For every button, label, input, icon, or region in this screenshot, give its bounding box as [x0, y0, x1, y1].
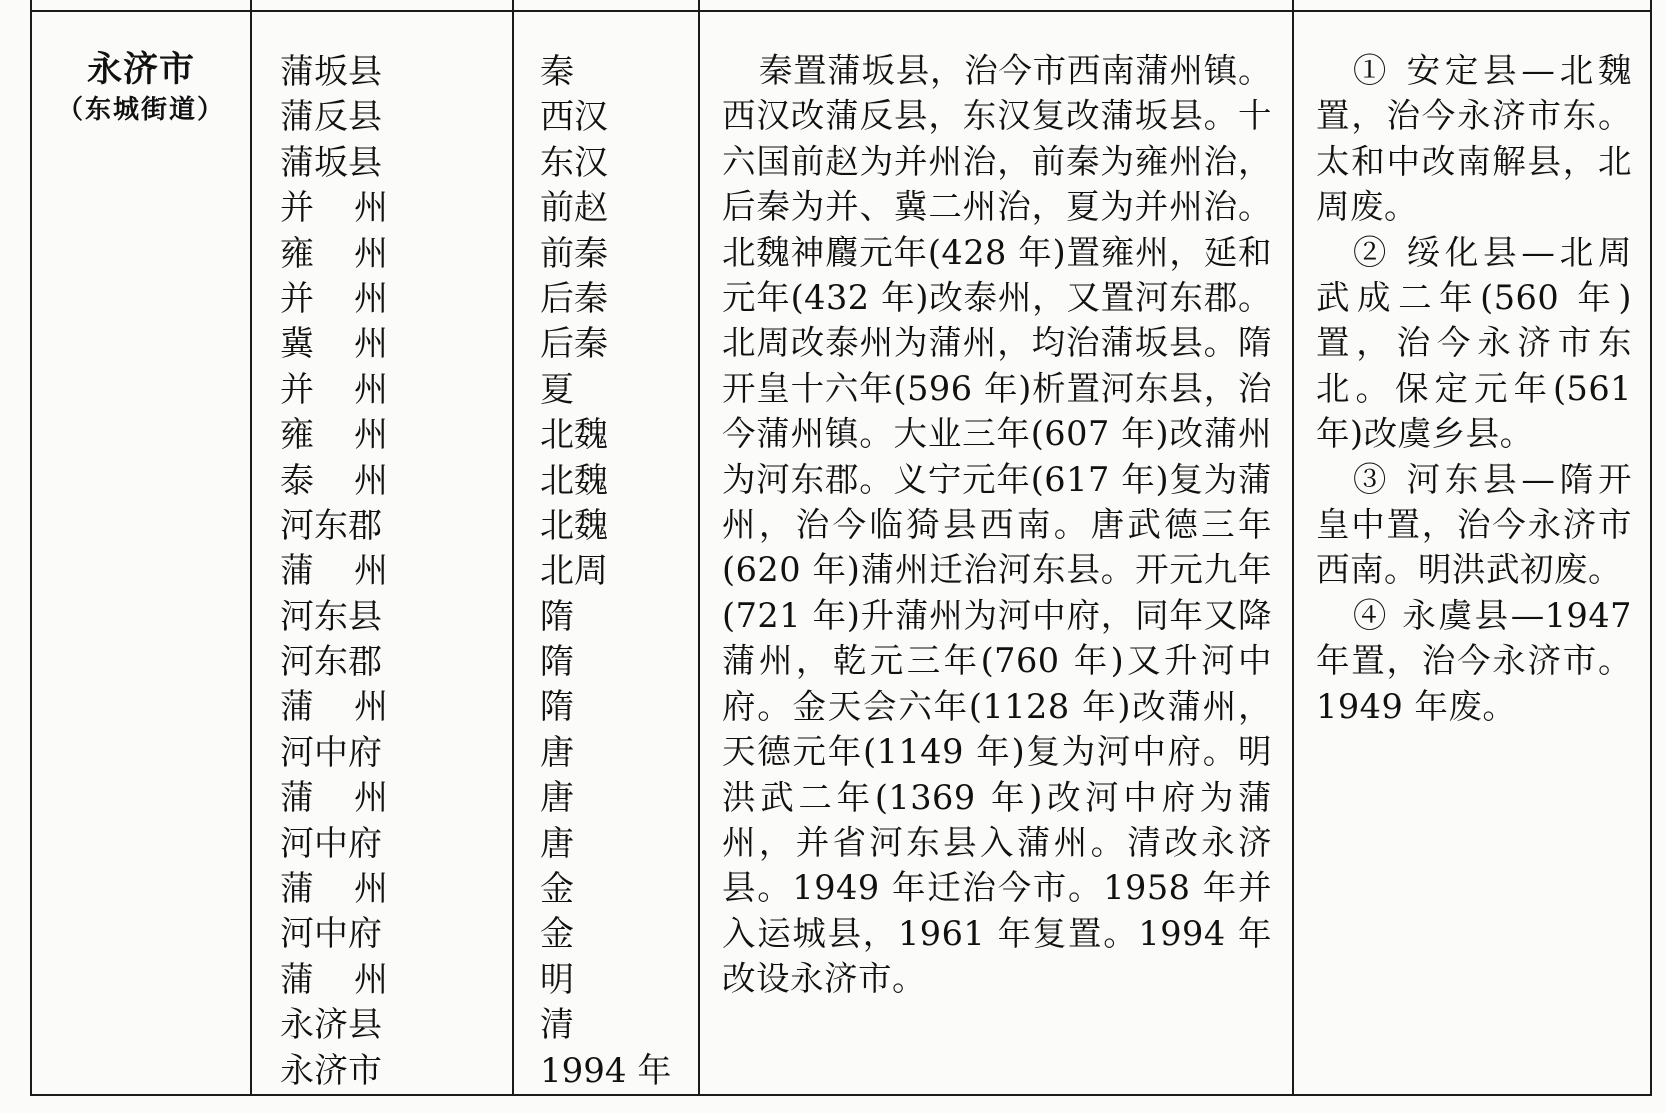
- table-row: [31, 11, 1651, 1095]
- historical-name: 永济市: [280, 1050, 382, 1091]
- historical-name: 河东郡: [280, 642, 382, 683]
- list-item: [280, 912, 512, 957]
- historical-name: 蒲 州: [280, 959, 388, 1000]
- era: 隋: [540, 687, 574, 728]
- historical-name: 河东郡: [280, 505, 382, 546]
- era: 唐: [540, 732, 574, 773]
- note-item: ③ 河东县—隋开皇中置，治今永济市西南。明洪武初废。: [1316, 459, 1632, 590]
- historical-name: 蒲反县: [280, 97, 382, 138]
- historical-name: 并 州: [280, 369, 388, 410]
- era: 北魏: [540, 415, 608, 456]
- note-item: ① 安定县—北魏置，治今永济市东。太和中改南解县，北周废。: [1316, 51, 1632, 227]
- historical-name: 蒲 州: [280, 687, 388, 728]
- list-item: [280, 368, 512, 413]
- list-item: [280, 186, 512, 231]
- list-item: [280, 776, 512, 821]
- historical-names-list: [252, 12, 512, 1094]
- list-item: [280, 549, 512, 594]
- historical-name: 河中府: [280, 914, 382, 955]
- era: 唐: [540, 778, 574, 819]
- era: 隋: [540, 642, 574, 683]
- historical-name: 河中府: [280, 732, 382, 773]
- history-cell: [699, 11, 1293, 1095]
- list-item: [280, 322, 512, 367]
- list-item: [280, 731, 512, 776]
- era: 前秦: [540, 233, 608, 274]
- era: 东汉: [540, 142, 608, 183]
- notes-cell: [1293, 11, 1651, 1095]
- history-text: 秦置蒲坂县，治今市西南蒲州镇。西汉改蒲反县，东汉复改蒲坂县。十六国前赵为并州治，前秦为雍州治，后秦为并、冀二州治，夏为并州治。北魏神麚元年(428 年)置雍州，延和元年(432 年)改泰州，又置河东郡。北周改泰州为蒲州，均治蒲坂县。隋开皇十六年(596 年)析置河东县，治今蒲州镇。大业三年(607 年)改蒲州为河东郡。义宁元年(617 年)复为蒲州，治今临猗县西南。唐武德三年(620 年)蒲州迁治河东县。开元九年(721 年)升蒲州为河中府，同年又降蒲州，乾元三年(760 年)又升河中府。金天会六年(1128 年)改蒲州，天德元年(1149 年)复为河中府。明洪武二年(1369 年)改河中府为蒲州，并省河东县入蒲州。清改永济县。1949 年迁治今市。1958 年并入运城县，1961 年复置。1994 年改设永济市。: [722, 51, 1272, 999]
- historical-name: 蒲 州: [280, 551, 388, 592]
- historical-name: 蒲 州: [280, 778, 388, 819]
- era: 1994 年: [540, 1050, 672, 1091]
- historical-name: 河中府: [280, 823, 382, 864]
- list-item: [280, 685, 512, 730]
- list-item: [280, 595, 512, 640]
- list-item: [280, 504, 512, 549]
- previous-row-edge: [31, 0, 1651, 11]
- region-name: 永济市: [86, 49, 195, 90]
- era: 金: [540, 914, 574, 955]
- list-item: [280, 277, 512, 322]
- eras-cell: [513, 11, 699, 1095]
- list-item: [280, 958, 512, 1003]
- list-item: [280, 822, 512, 867]
- era: 后秦: [540, 324, 608, 365]
- historical-name: 雍 州: [280, 415, 388, 456]
- notes-list: [1294, 12, 1650, 729]
- list-item: [280, 1049, 512, 1094]
- eras-list: [514, 12, 698, 1094]
- list-item: [280, 95, 512, 140]
- list-item: [280, 413, 512, 458]
- era: 西汉: [540, 97, 608, 138]
- era: 北魏: [540, 505, 608, 546]
- list-item: [280, 1003, 512, 1048]
- era: 隋: [540, 596, 574, 637]
- historical-name: 并 州: [280, 188, 388, 229]
- list-item: [280, 141, 512, 186]
- era: 北周: [540, 551, 608, 592]
- era: 唐: [540, 823, 574, 864]
- era: 后秦: [540, 278, 608, 319]
- note-item: ② 绥化县—北周武成二年(560 年)置，治今永济市东北。保定元年(561 年)改虞乡县。: [1316, 232, 1632, 454]
- historical-name: 蒲 州: [280, 869, 388, 910]
- historical-name: 泰 州: [280, 460, 388, 501]
- historical-name: 雍 州: [280, 233, 388, 274]
- list-item: [280, 50, 512, 95]
- era: 清: [540, 1005, 574, 1046]
- historical-name: 冀 州: [280, 324, 388, 365]
- historical-name: 蒲坂县: [280, 52, 382, 92]
- note-item: ④ 永虞县—1947 年置，治今永济市。1949 年废。: [1316, 595, 1632, 726]
- list-item: [280, 867, 512, 912]
- historical-name: 永济县: [280, 1005, 382, 1046]
- historical-name: 蒲坂县: [280, 142, 382, 183]
- region-cell: [31, 11, 251, 1095]
- era: 前赵: [540, 188, 608, 229]
- era: 明: [540, 959, 574, 1000]
- era: 夏: [540, 369, 574, 410]
- era: 北魏: [540, 460, 608, 501]
- list-item: [280, 459, 512, 504]
- era: 秦: [540, 52, 574, 92]
- list-item: [280, 232, 512, 277]
- region-seat: （东城街道）: [56, 95, 225, 125]
- gazetteer-table: [30, 0, 1652, 1096]
- historical-name: 并 州: [280, 278, 388, 319]
- historical-name: 河东县: [280, 596, 382, 637]
- list-item: [280, 640, 512, 685]
- era: 金: [540, 869, 574, 910]
- historical-names-cell: [251, 11, 513, 1095]
